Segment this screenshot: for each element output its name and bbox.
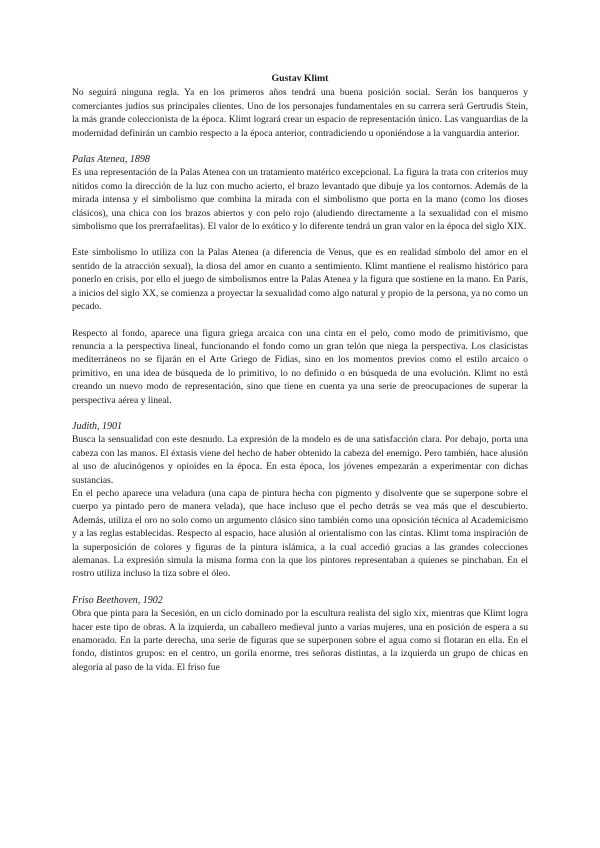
section-spacer [72,407,528,420]
section-spacer [72,140,528,153]
document-page [72,72,528,674]
document-title: Gustav Klimt [271,73,329,84]
body-paragraph: Este simbolismo lo utiliza con la Palas Atenea (a diferencia de Venus, que es en realidad símbolo del amor en el sentido de la atracción sexual), la diosa del amor en cuanto a sentimiento. Klimt mantiene el realismo histórico para ponerlo en crisis, por ello el juego de simbolismos entre la Palas Atenea y la figura que sostiene en la mano. En París, a inicios del siglo XX, se comienza a proyectar la sexualidad como algo natural y propio de la persona, ya no como un pecado. [72,247,528,313]
paragraph-spacer [72,233,528,246]
paragraph-spacer [72,314,528,327]
body-paragraph: Busca la sensualidad con este desnudo. La expresión de la modelo es de una satisfacción clara. Por debajo, porta una cabeza con las manos. El éxtasis viene del hecho de haber obtenido la cabeza del enemigo. Pero también, hace alusión al uso de alucinógenos y opioides en la época. En esta época, los jóvenes empezarán a experimentar con dichas sustancias. [72,434,528,486]
intro-paragraph: No seguirá ninguna regla. Ya en los primeros años tendrá una buena posición social. Serán los banqueros y comerciantes judíos sus principales clientes. Uno de los personajes fundamentales en su carrera será Gertrudis Stein, la más grande coleccionista de la época. Klimt logrará crear un espacio de representación único. Las vanguardias de la modernidad definirán un cambio respecto a la época anterior, contradiciendo u oponiéndose a la vanguardia anterior. [72,87,528,139]
body-paragraph: Respecto al fondo, aparece una figura griega arcaica con una cinta en el pelo, como modo de primitivismo, que renuncia a la perspectiva lineal, funcionando el fondo como un gran telón que niega la perspectiva. Los clasicistas mediterráneos no se fijarán en el Arte Griego de Fidias, sino en los momentos previos como el estilo arcaico o primitivo, en una idea de búsqueda de lo primitivo, lo no definido o en búsqueda de una evolución. Klimt no está creando un nuevo modo de representación, sino que tiene en cuenta ya una serie de preocupaciones de superar la perspectiva aérea y lineal. [72,327,528,406]
section-heading-judith: Judith, 1901 [72,420,122,432]
body-paragraph: En el pecho aparece una veladura (una capa de pintura hecha con pigmento y disolvente que se superpone sobre el cuerpo ya pintado pero de manera velada), que hace incluso que el pecho detrás se vea más que el descubierto. Además, utiliza el oro no solo como un argumento clásico sino también como una oposición técnica al Academicismo y a las reglas establecidas. Respecto al espacio, hace alusión al orientalismo con las cintas. Klimt toma inspiración de la superposición de colores y figuras de la pintura islámica, a la cual accedió gracias a las grandes colecciones alemanas. La expresión simula la misma forma con la que los pintores representaban a quienes se pinchaban. En el rostro utiliza incluso la tiza sobre el óleo. [72,487,528,580]
body-paragraph: Es una representación de la Palas Atenea con un tratamiento matérico excepcional. La figura la trata con criterios muy nítidos como la dirección de la luz con mucho acierto, el brazo levantado que dibuje ya los contornos. Además de la mirada intensa y el simbolismo que combina la mirada con el simbolismo que porta en la mano (como los dioses clásicos), una chica con los brazos abiertos y con pelo rojo (aludiendo directamente a la sexualidad con el mismo simbolismo que los prerrafaelitas). El valor de lo exótico y lo diferente tendrá un gran valor en la época del siglo XIX. [72,167,528,233]
body-paragraph: Obra que pinta para la Secesión, en un ciclo dominado por la escultura realista del siglo xix, mientras que Klimt logra hacer este tipo de obras. A la izquierda, un caballero medieval junto a varias mujeres, una en posición de espera a su enamorado. En la parte derecha, una serie de figuras que se superponen sobre el agua como si flotaran en ella. En el fondo, distintos grupos: en el centro, un gorila enorme, tres señoras distintas, a la izquierda un grupo de chicas en alegoría al paso de la vida. El friso fue [72,608,528,673]
section-spacer [72,581,528,594]
section-heading-palas-atenea: Palas Atenea, 1898 [72,154,150,166]
section-heading-friso-beethoven: Friso Beethoven, 1902 [72,594,163,606]
